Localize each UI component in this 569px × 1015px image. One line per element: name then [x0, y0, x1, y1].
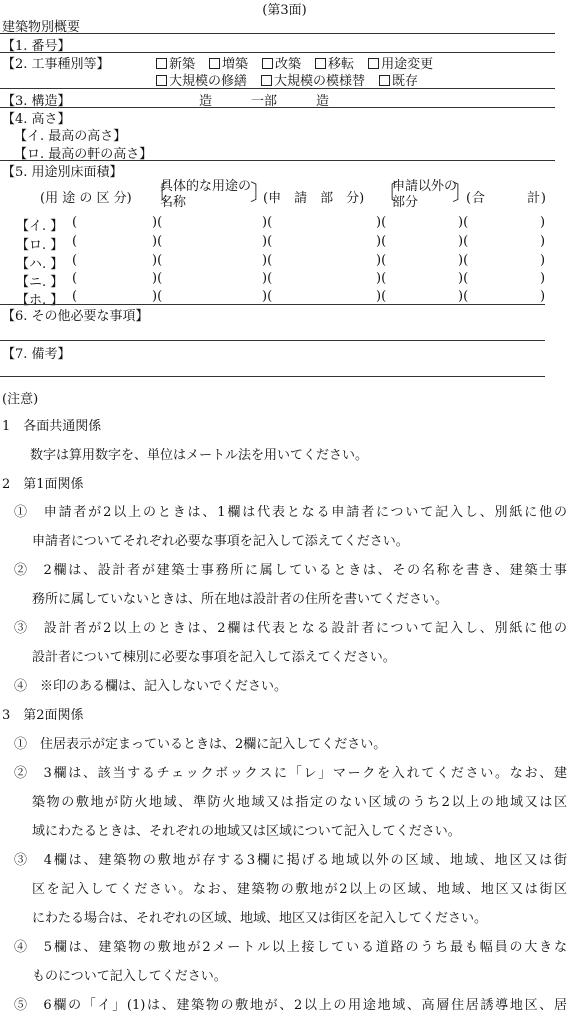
table-cell-bracket: ( — [72, 215, 78, 230]
checkbox[interactable] — [368, 58, 379, 69]
col-non-application: 申請以外の部分 — [392, 179, 458, 210]
col-use-category: (用 途 の 区 分) — [40, 191, 132, 206]
table-cell-bracket: )( — [376, 253, 387, 268]
table-cell-bracket: )( — [262, 234, 273, 249]
note-paragraph: ⑤ 6欄の「イ」(1)は、建築物の敷地が、2以上の用途地域、高層住居誘導地区、居 — [14, 998, 567, 1013]
table-row-label: 【ホ. 】 — [16, 293, 64, 308]
table-cell-bracket: )( — [458, 253, 469, 268]
note-section-heading: 2 第1面関係 — [2, 477, 84, 492]
table-cell-bracket: )( — [152, 289, 163, 304]
brace-open: 〔 — [146, 181, 169, 206]
table-cell-bracket: )( — [458, 271, 469, 286]
col-specific-use: 具体的な用途の名称 — [160, 179, 252, 210]
height-max-label: 【イ. 最高の高さ】 — [14, 129, 127, 144]
note-paragraph: 設計者について棟別に必要な事項を記入して添えてください。 — [32, 650, 396, 665]
note-paragraph: 築物の敷地が防火地域、準防火地域又は指定のない区域のうち2以上の地域又は区 — [32, 795, 567, 810]
table-cell-bracket: ( — [72, 253, 78, 268]
table-cell-bracket: ) — [540, 271, 546, 286]
item-work-type-label: 【2. 工事種別等】 — [2, 57, 110, 72]
option-label: 改築 — [275, 57, 302, 72]
option-major-remodel[interactable] — [261, 74, 365, 89]
note-paragraph: ④ 5欄は、建築物の敷地が2メートル以上接している道路のうち最も幅員の大きな — [14, 940, 567, 955]
note-section-heading: 3 第2面関係 — [2, 708, 84, 723]
note-paragraph: にわたる場合は、それぞれの区域、地域、地区又は街区を記入してください。 — [32, 911, 488, 926]
note-paragraph: 区を記入してください。なお、建築物の敷地が2以上の区域、地域、地区又は街区 — [32, 882, 567, 897]
table-cell-bracket: ) — [540, 234, 546, 249]
note-paragraph: ② 2欄は、設計者が建築士事務所に属しているときは、その名称を書き、建築士事 — [14, 563, 567, 578]
option-label: 既存 — [392, 74, 419, 89]
table-cell-bracket: ) — [540, 289, 546, 304]
option-existing[interactable] — [379, 74, 418, 89]
item-other-label: 【6. その他必要な事項】 — [2, 309, 149, 324]
divider — [0, 376, 545, 377]
table-cell-bracket: )( — [376, 289, 387, 304]
note-paragraph: ① 申請者が2以上のときは、1欄は代表となる申請者について記入し、別紙に他の — [14, 505, 567, 520]
table-row-label: 【ニ. 】 — [16, 275, 64, 290]
table-cell-bracket: )( — [152, 215, 163, 230]
table-cell-bracket: )( — [262, 289, 273, 304]
item-structure-label: 【3. 構造】 — [2, 94, 71, 109]
checkbox[interactable] — [315, 58, 326, 69]
table-cell-bracket: ) — [540, 215, 546, 230]
note-paragraph: ものについて記入してください。 — [32, 969, 227, 984]
divider — [0, 107, 555, 108]
table-row-label: 【ロ. 】 — [16, 238, 64, 253]
work-type-row2 — [156, 70, 418, 89]
note-paragraph: 数字は算用数字を、単位はメートル法を用いてください。 — [30, 448, 369, 463]
option-major-repair[interactable] — [156, 74, 247, 89]
page-title: (第3面) — [262, 3, 307, 18]
checkbox[interactable] — [156, 75, 167, 86]
table-cell-bracket: )( — [458, 289, 469, 304]
brace-close: 〕 — [452, 181, 475, 206]
note-paragraph: ③ 設計者が2以上のときは、2欄は代表となる設計者について記入し、別紙に他の — [14, 621, 567, 636]
table-cell-bracket: )( — [458, 215, 469, 230]
divider — [0, 88, 555, 89]
option-label: 大規模の模様替 — [274, 74, 366, 89]
option-label: 移転 — [328, 57, 355, 72]
checkbox[interactable] — [156, 58, 167, 69]
option-label: 増築 — [222, 57, 249, 72]
table-cell-bracket: )( — [152, 271, 163, 286]
item-floor-area-label: 【5. 用途別床面積】 — [2, 165, 123, 180]
item-number-label: 【1. 番号】 — [2, 39, 71, 54]
col-application: (申 請 部 分) — [263, 191, 365, 206]
note-paragraph: 申請者についてそれぞれ必要な事項を記入して添えてください。 — [32, 534, 409, 549]
table-cell-bracket: ( — [72, 289, 78, 304]
brace-close: 〕 — [250, 181, 273, 206]
table-cell-bracket: ( — [72, 234, 78, 249]
table-cell-bracket: ) — [540, 253, 546, 268]
note-section-heading: 1 各面共通関係 — [2, 419, 102, 434]
option-label: 用途変更 — [381, 57, 434, 72]
divider — [0, 33, 555, 34]
table-cell-bracket: )( — [152, 253, 163, 268]
note-paragraph: ③ 4欄は、建築物の敷地が存する3欄に掲げる地域以外の区域、地域、地区又は街 — [14, 853, 567, 868]
height-eaves-label: 【ロ. 最高の軒の高さ】 — [14, 147, 153, 162]
checkbox[interactable] — [379, 75, 390, 86]
table-cell-bracket: )( — [376, 215, 387, 230]
note-paragraph: ② 3欄は、該当するチェックボックスに「レ」マークを入れてください。なお、建 — [14, 766, 567, 781]
item-height-label: 【4. 高さ】 — [2, 112, 71, 127]
table-cell-bracket: )( — [376, 271, 387, 286]
col-total: (合 計) — [466, 191, 546, 206]
brace-open: 〔 — [376, 181, 399, 206]
table-cell-bracket: ( — [72, 271, 78, 286]
option-label: 新築 — [169, 57, 196, 72]
section-title: 建築物別概要 — [2, 20, 81, 35]
divider — [0, 340, 545, 341]
table-cell-bracket: )( — [262, 271, 273, 286]
table-cell-bracket: )( — [262, 253, 273, 268]
note-paragraph: ① 住居表示が定まっているときは、2欄に記入してください。 — [14, 737, 387, 752]
table-row-label: 【イ. 】 — [16, 219, 64, 234]
note-paragraph: ④ ※印のある欄は、記入しないでください。 — [14, 679, 288, 694]
option-label: 大規模の修繕 — [169, 74, 248, 89]
item-remarks-label: 【7. 備考】 — [2, 347, 71, 362]
checkbox[interactable] — [262, 58, 273, 69]
table-row-label: 【ハ. 】 — [16, 257, 64, 272]
note-paragraph: 務所に属していないときは、所在地は設計者の住所を書いてください。 — [32, 592, 449, 607]
table-cell-bracket: )( — [458, 234, 469, 249]
checkbox[interactable] — [209, 58, 220, 69]
structure-field[interactable]: 造 一部 造 — [199, 94, 330, 109]
notes-heading: (注意) — [2, 392, 39, 407]
table-cell-bracket: )( — [262, 215, 273, 230]
note-paragraph: 域にわたるときは、それぞれの地域又は区域について記入してください。 — [32, 824, 461, 839]
checkbox[interactable] — [261, 75, 272, 86]
table-cell-bracket: )( — [152, 234, 163, 249]
table-cell-bracket: )( — [376, 234, 387, 249]
